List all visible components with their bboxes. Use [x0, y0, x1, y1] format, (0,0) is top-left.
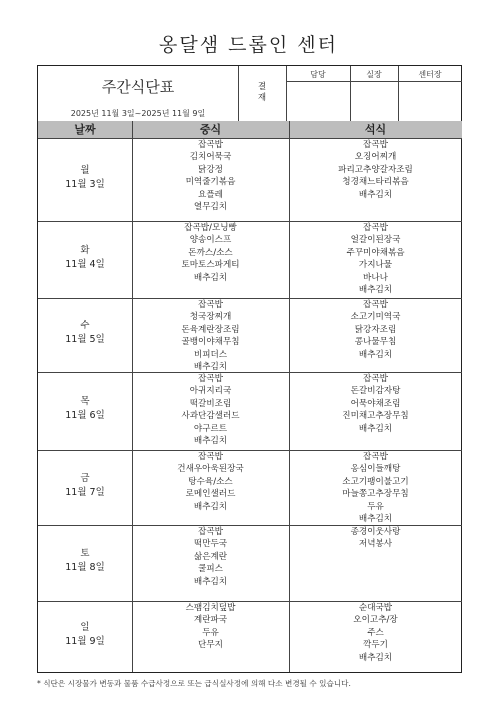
menu-item: 배추김치: [358, 189, 393, 200]
menu-item: 돈육계란장조림: [181, 324, 240, 335]
menu-item: 김치어묵국: [189, 152, 232, 163]
menu-item: 콩나물무침: [354, 337, 397, 348]
day-name: 화: [80, 244, 90, 256]
menu-item: 쿨피스: [198, 564, 223, 575]
menu-item: 두유: [202, 627, 219, 638]
menu-item: 아귀지리국: [189, 386, 232, 397]
lunch-menu-cell: [132, 373, 289, 447]
menu-item: 잡곡밥: [363, 140, 388, 150]
approval-label: 결 재: [257, 82, 267, 103]
menu-item: 오징어찌개: [354, 152, 397, 163]
menu-item: 건새우아욱된장국: [177, 464, 244, 475]
menu-item: 사과단감샐러드: [181, 411, 240, 422]
lunch-menu-cell: [132, 602, 289, 652]
menu-item: 주꾸미야채볶음: [346, 247, 405, 258]
approver-manager: 담당: [310, 70, 326, 79]
menu-item: 양송이스프: [189, 235, 232, 246]
menu-item: 잡곡밥: [198, 374, 223, 384]
column-header-date: 날짜: [38, 122, 132, 137]
day-date: 11월 9일: [65, 635, 105, 647]
day-name: 월: [80, 164, 90, 176]
menu-item: 잡곡밥: [363, 300, 388, 310]
menu-item: 돈갈비감자탕: [350, 386, 401, 397]
menu-item: 청경채느타리볶음: [342, 177, 409, 188]
menu-item: 소고기팽이불고기: [342, 476, 409, 487]
menu-item: 깍두기: [363, 640, 388, 651]
dinner-menu-cell: [289, 373, 462, 435]
menu-item: 잡곡밥: [198, 527, 223, 537]
day-cell: [38, 164, 132, 192]
approver-center-head: 센터장: [418, 70, 442, 79]
dinner-menu-cell: [289, 299, 462, 361]
day-date: 11월 6일: [65, 410, 105, 421]
lunch-menu-cell: [132, 526, 289, 588]
day-name: 일: [80, 621, 90, 633]
menu-item: 로메인샐러드: [185, 489, 236, 500]
menu-item: 두유: [367, 501, 384, 512]
menu-item: 배추김치: [193, 436, 228, 447]
day-name: 토: [80, 548, 90, 559]
dinner-menu-cell: [289, 526, 462, 551]
menu-item: 잡곡밥: [198, 452, 223, 462]
menu-item: 청국장찌개: [189, 312, 232, 323]
menu-item: 오이고추/장: [353, 615, 398, 626]
menu-item: 어묵야채조림: [350, 398, 401, 409]
menu-item: 마늘쫑고추장무침: [342, 489, 409, 500]
menu-item: 미역줄기볶음: [185, 177, 236, 188]
menu-item: 골뱅이야채무침: [181, 337, 240, 348]
menu-item: 배추김치: [193, 362, 228, 373]
menu-item: 돈까스/소스: [188, 247, 233, 258]
menu-item: 닭강정: [198, 164, 223, 175]
menu-item: 단무지: [198, 640, 223, 651]
menu-item: 종경이웃사랑: [350, 527, 401, 537]
lunch-menu-cell: [132, 299, 289, 373]
menu-item: 주스: [367, 627, 384, 638]
day-name: 목: [80, 396, 90, 407]
menu-item: 배추김치: [358, 349, 393, 360]
approver-director: 실장: [366, 70, 382, 79]
menu-item: 배추김치: [193, 501, 228, 512]
menu-item: 옹심이들깨탕: [350, 464, 401, 475]
menu-item: 배추김치: [358, 514, 393, 525]
menu-item: 순대국밥: [358, 603, 393, 613]
menu-item: 잡곡밥: [363, 223, 388, 233]
menu-item: 배추김치: [358, 423, 393, 434]
menu-item: 떡만두국: [193, 539, 228, 550]
day-name: 금: [80, 472, 90, 484]
period: 2025년 11월 3일~2025년 11월 9일: [70, 109, 206, 118]
dinner-menu-cell: [289, 222, 462, 296]
menu-table: [37, 65, 462, 673]
menu-item: 잡곡밥: [363, 452, 388, 462]
menu-item: 바나나: [363, 272, 388, 283]
weekly-menu-title: 주간식단표: [101, 78, 175, 96]
menu-item: 야구르트: [193, 423, 228, 434]
day-date: 11월 5일: [65, 334, 105, 345]
day-date: 11월 7일: [65, 486, 105, 498]
menu-item: 진미채고추장무침: [342, 411, 409, 422]
day-date: 11월 4일: [65, 258, 105, 270]
menu-item: 비피더스: [193, 349, 228, 360]
menu-item: 잡곡밥/모닝빵: [184, 223, 237, 233]
menu-item: 얼갈이된장국: [350, 235, 401, 246]
menu-item: 삶은계란: [193, 551, 228, 562]
dinner-menu-cell: [289, 139, 462, 201]
footnote: * 식단은 시장물가 변동과 물품 수급사정으로 또는 급식실사정에 의해 다소 변경될 수 있습니다.: [37, 679, 351, 688]
menu-item: 소고기미역국: [350, 312, 401, 323]
dinner-menu-cell: [289, 602, 462, 664]
menu-item: 저녁봉사: [358, 539, 393, 550]
divider: [286, 81, 462, 82]
menu-item: 배추김치: [193, 272, 228, 283]
menu-item: 배추김치: [358, 285, 393, 296]
menu-item: 계란파국: [193, 615, 228, 626]
menu-item: 가지나물: [358, 260, 393, 271]
menu-item: 잡곡밥: [363, 374, 388, 384]
menu-item: 배추김치: [358, 652, 393, 663]
lunch-menu-cell: [132, 139, 289, 213]
menu-item: 토마토스파게티: [181, 260, 240, 271]
column-header-lunch: 중식: [132, 122, 289, 137]
menu-item: 잡곡밥: [198, 300, 223, 310]
day-cell: [38, 244, 132, 272]
day-name: 수: [80, 320, 90, 331]
menu-item: 떡갈비조림: [189, 398, 232, 409]
day-date: 11월 8일: [65, 562, 105, 573]
column-header-dinner: 석식: [289, 122, 462, 137]
menu-item: 파리고추양갈자조림: [338, 164, 413, 175]
day-cell: [38, 472, 132, 500]
menu-item: 스팸김치덮밥: [185, 603, 236, 613]
menu-item: 배추김치: [193, 576, 228, 587]
day-cell: [38, 395, 132, 423]
menu-item: 잡곡밥: [198, 140, 223, 150]
menu-item: 요플레: [198, 189, 223, 200]
dinner-menu-cell: [289, 451, 462, 525]
menu-item: 탕수육/소스: [188, 476, 233, 487]
menu-item: 열무김치: [193, 202, 228, 213]
day-cell: [38, 547, 132, 575]
day-cell: [38, 319, 132, 347]
lunch-menu-cell: [132, 451, 289, 513]
lunch-menu-cell: [132, 222, 289, 284]
day-date: 11월 3일: [65, 178, 105, 190]
page-title: 옹달샘 드롭인 센터: [159, 34, 338, 56]
day-cell: [38, 621, 132, 649]
menu-item: 닭강자조림: [354, 324, 397, 335]
